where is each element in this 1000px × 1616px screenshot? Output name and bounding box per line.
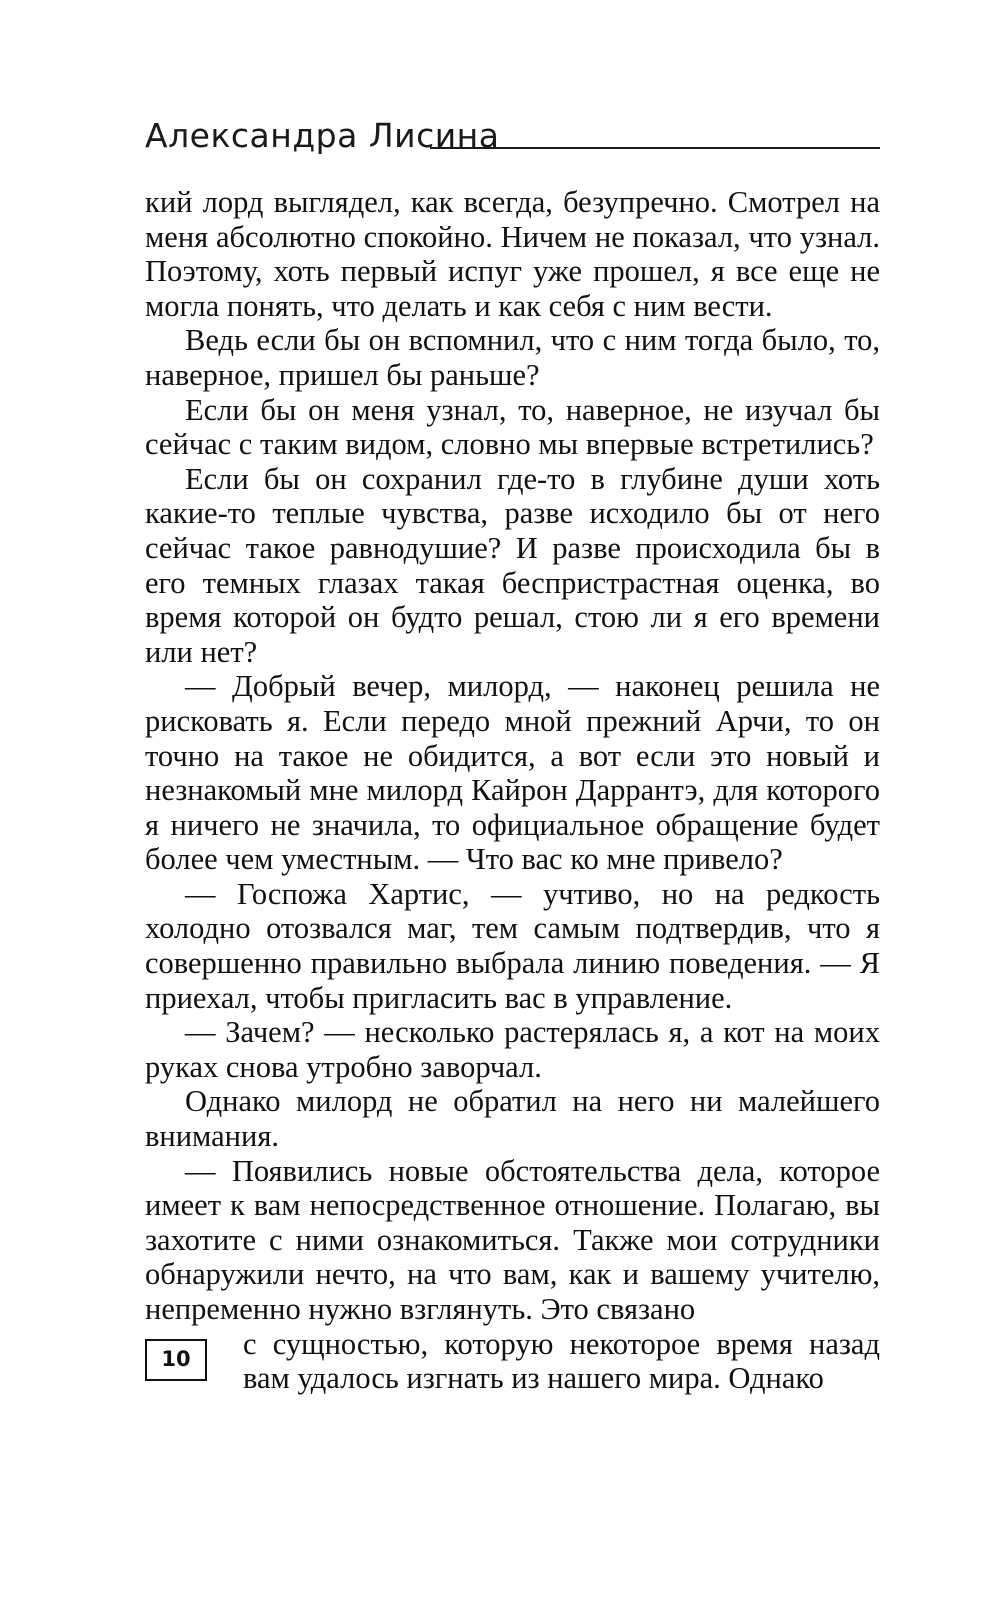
paragraph: — Госпожа Хартис, — учтиво, но на редкость холодно отозвался маг, тем самым подтвердив, что я совершенно правильно выбрала линию поведения. — Я приехал, чтобы пригласить вас в управление. <box>145 876 880 1015</box>
paragraph: Ведь если бы он вспомнил, что с ним тогда было, то, наверное, пришел бы раньше? <box>145 323 880 392</box>
page-number: 10 <box>145 1339 207 1381</box>
paragraph: Если бы он сохранил где-то в глубине души хоть какие-то теплые чувства, разве исходило бы от него сейчас такое равнодушие? И разве происходила бы в его темных глазах такая беспристрастная оценка, во время которой он будто решал, стою ли я его времени или нет? <box>145 461 880 669</box>
paragraph: — Появились новые обстоятельства дела, которое имеет к вам непосредственное отношение. Полагаю, вы захотите с ними ознакомиться. Также мои сотрудники обнаружили нечто, на что вам, как и вашему учителю, непременно нужно взглянуть. Это связано <box>145 1153 880 1326</box>
paragraph: — Добрый вечер, милорд, — наконец решила не рисковать я. Если передо мной прежний Арчи, то он точно на такое не обидится, а вот если это новый и незнакомый мне милорд Кайрон Даррантэ, для которого я ничего не значила, то официальное обращение будет более чем уместным. — Что вас ко мне привело? <box>145 669 880 877</box>
running-header <box>145 112 880 162</box>
paragraph-continued: с сущностью, которую некоторое время назад вам удалось изгнать из нашего мира. Однако <box>243 1326 880 1396</box>
paragraph: кий лорд выглядел, как всегда, безупречно. Смотрел на меня абсолютно спокойно. Ничем не показал, что узнал. Поэтому, хоть первый испуг уже прошел, я все еще не могла понять, что делать и как себя с ним вести. <box>145 185 880 323</box>
author-name: Александра Лисина <box>145 116 500 155</box>
paragraph: Если бы он меня узнал, то, наверное, не изучал бы сейчас с таким видом, словно мы впервые встретились? <box>145 392 880 462</box>
header-rule <box>430 147 880 149</box>
paragraph: Однако милорд не обратил на него ни малейшего внимания. <box>145 1084 880 1154</box>
paragraph: — Зачем? — несколько растерялась я, а кот на моих руках снова утробно заворчал. <box>145 1015 880 1084</box>
body-text <box>145 185 880 1396</box>
